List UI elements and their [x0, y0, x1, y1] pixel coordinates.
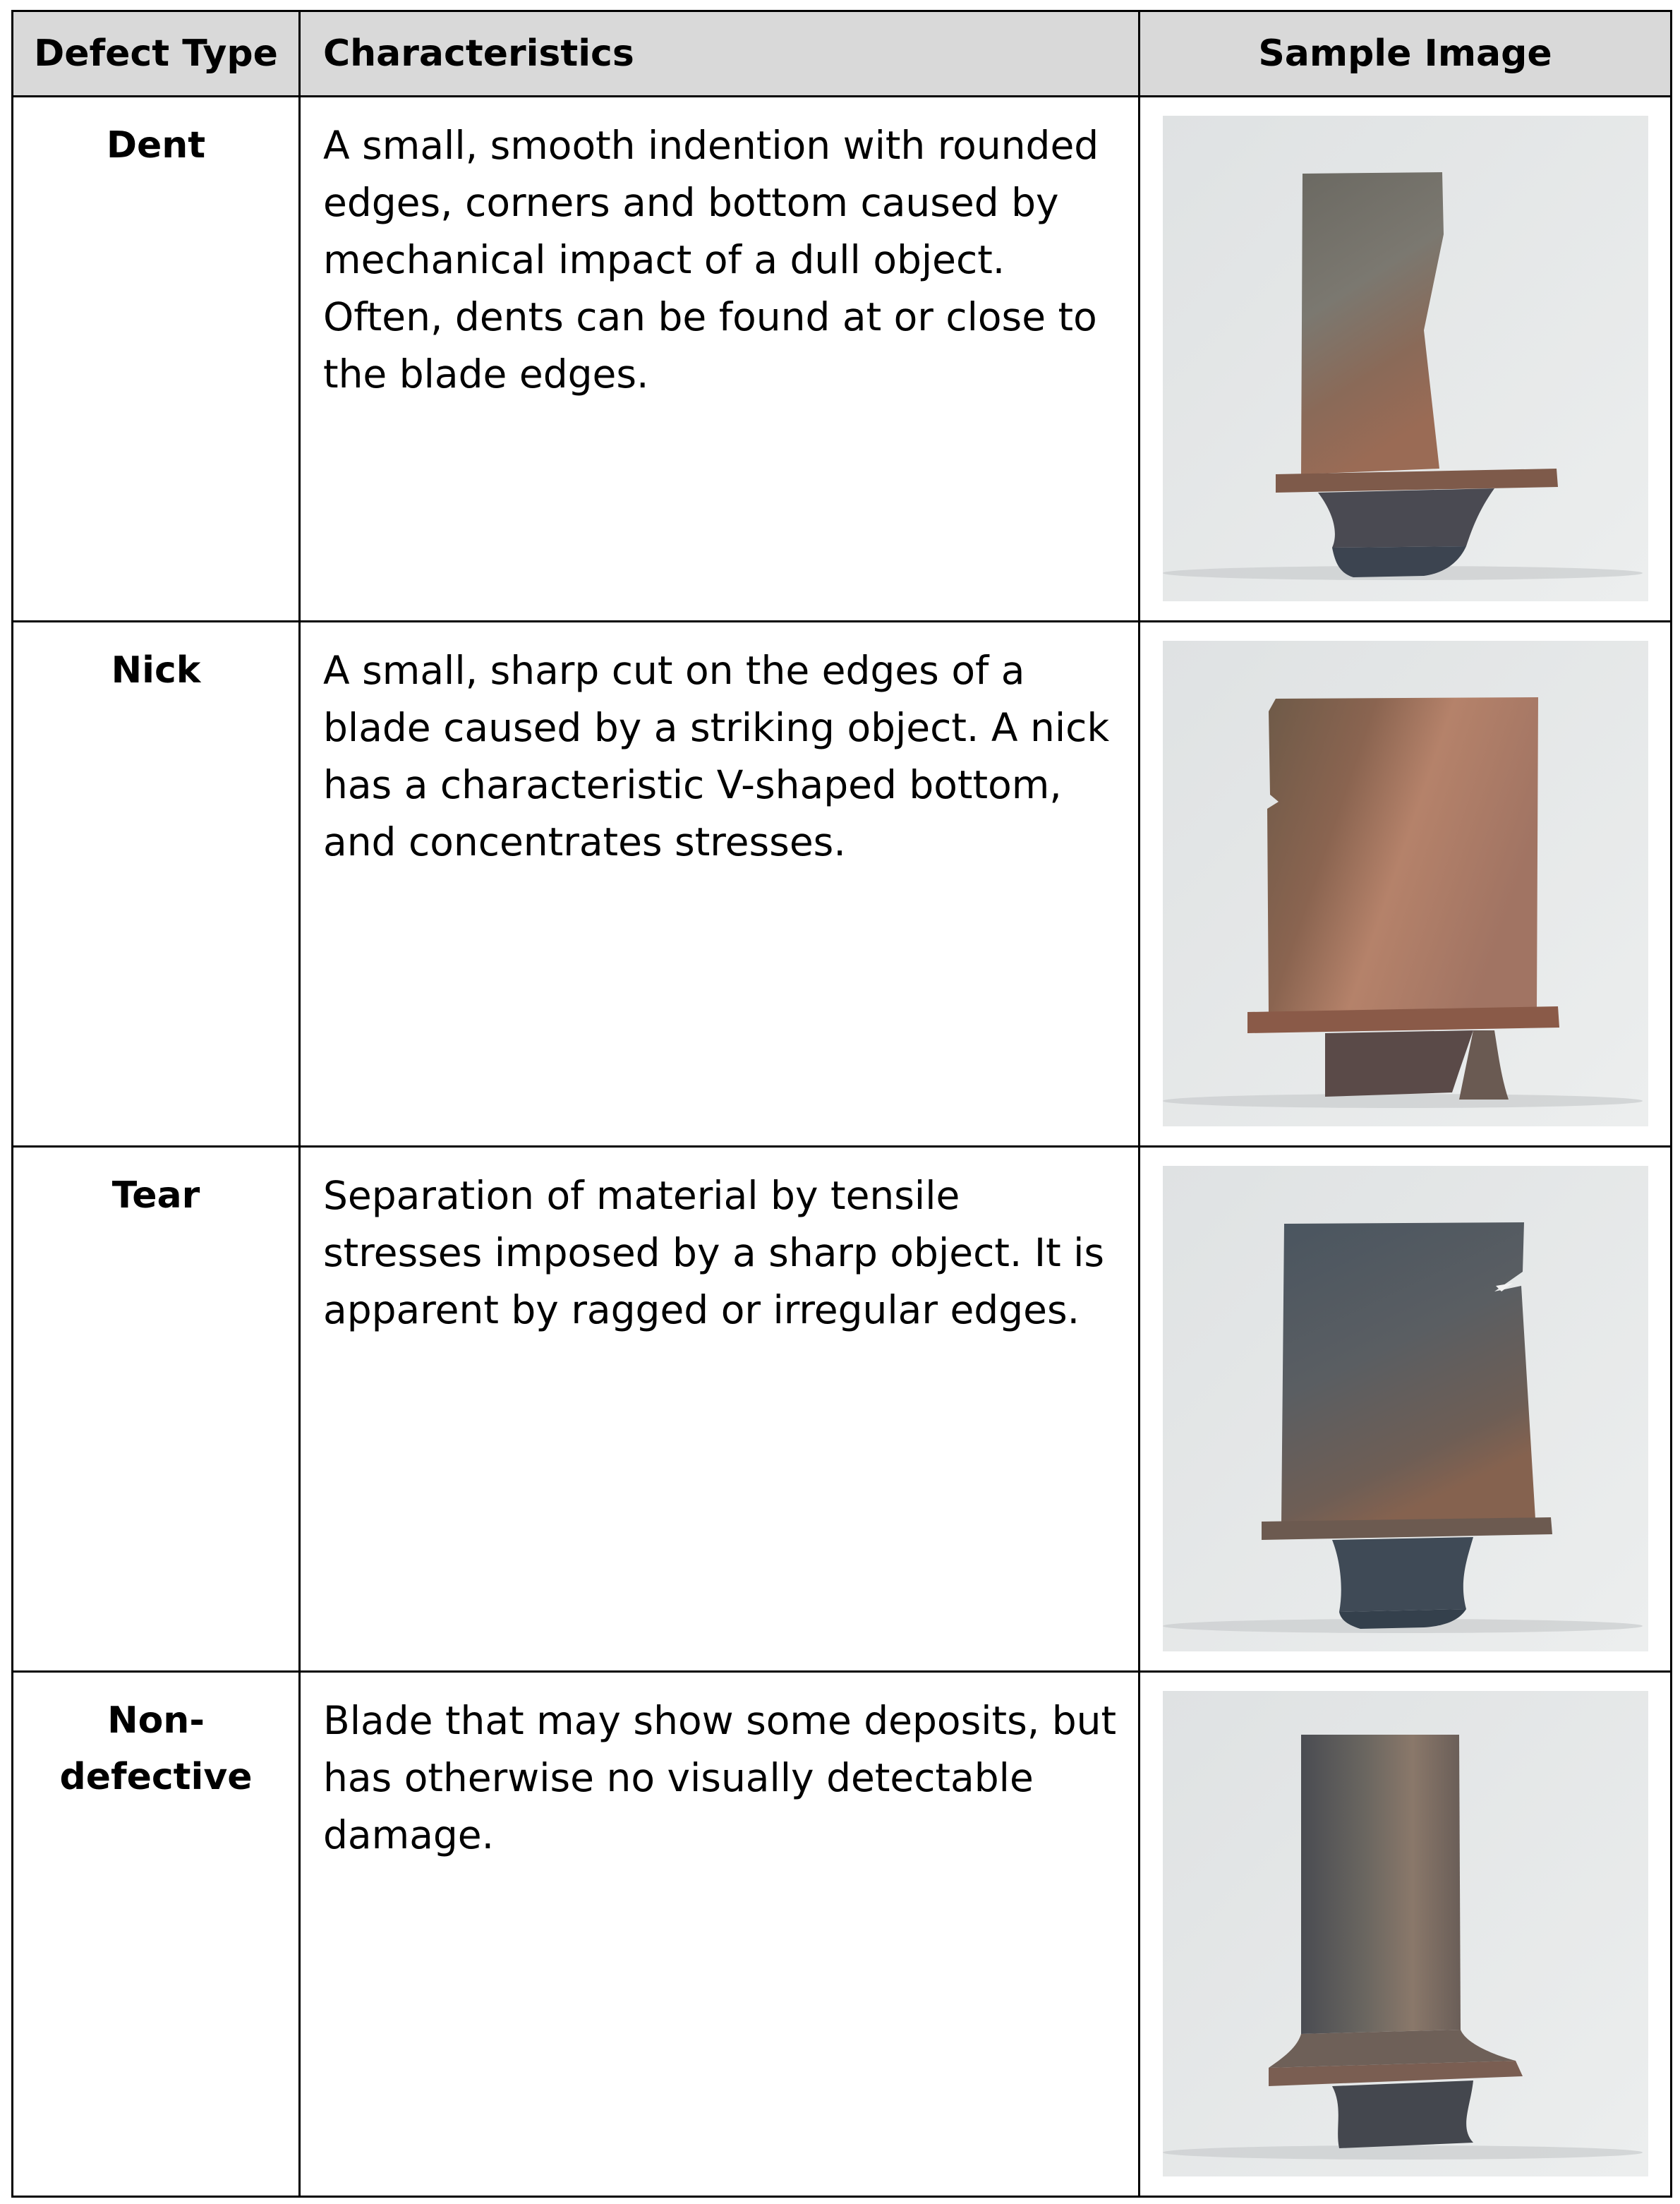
characteristics-cell: A small, sharp cut on the edges of a blade caused by a striking object. A nick has a characteristic V-shaped bottom, and concentrates stresses.	[300, 622, 1140, 1147]
table-row	[13, 1672, 1672, 2197]
table-row	[13, 622, 1672, 1147]
table-header-row	[13, 11, 1672, 97]
turbine-blade-dent-photo	[1163, 116, 1648, 601]
table-row	[13, 97, 1672, 622]
defect-table	[11, 10, 1672, 2198]
sample-image-cell	[1140, 1147, 1672, 1672]
characteristics-cell: A small, smooth indention with rounded edges, corners and bottom caused by mechanical impact of a dull object. Often, dents can be found at or close to the blade edges.	[300, 97, 1140, 622]
sample-image-cell	[1140, 97, 1672, 622]
table-row	[13, 1147, 1672, 1672]
sample-image-cell	[1140, 1672, 1672, 2197]
characteristics-cell: Separation of material by tensile stresses imposed by a sharp object. It is apparent by ragged or irregular edges.	[300, 1147, 1140, 1672]
header-defect-type: Defect Type	[13, 11, 300, 97]
turbine-blade-tear-photo	[1163, 1166, 1648, 1651]
defect-type-cell: Dent	[13, 97, 300, 622]
defect-type-cell: Non-defective	[13, 1672, 300, 2197]
turbine-blade-non-defective-photo	[1163, 1691, 1648, 2176]
header-sample-image: Sample Image	[1140, 11, 1672, 97]
sample-image-cell	[1140, 622, 1672, 1147]
header-characteristics: Characteristics	[300, 11, 1140, 97]
characteristics-cell: Blade that may show some deposits, but has otherwise no visually detectable damage.	[300, 1672, 1140, 2197]
turbine-blade-nick-photo	[1163, 641, 1648, 1126]
defect-type-cell: Nick	[13, 622, 300, 1147]
defect-type-cell: Tear	[13, 1147, 300, 1672]
